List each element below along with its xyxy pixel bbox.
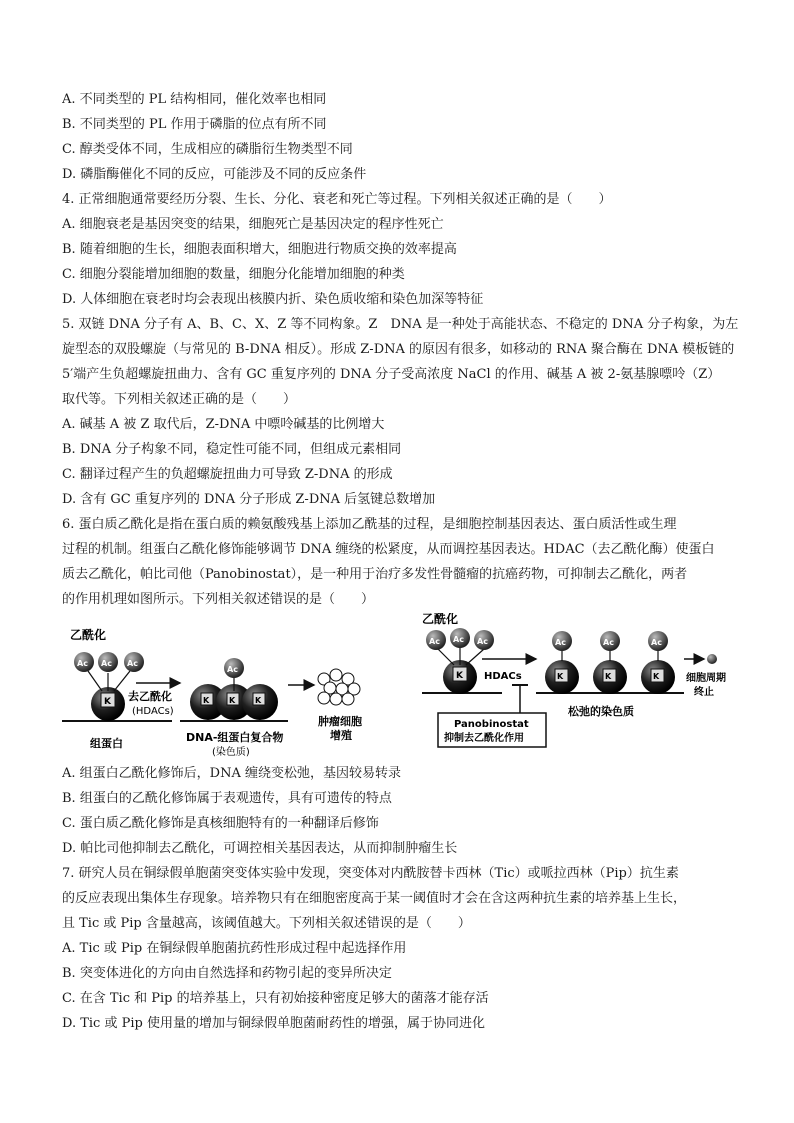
q6-option-b: B. 组蛋白的乙酰化修饰属于表观遗传，具有可遗传的特点 bbox=[62, 791, 392, 806]
q3-option-c: C. 醇类受体不同，生成相应的磷脂衍生物类型不同 bbox=[62, 142, 353, 157]
q6-option-d: D. 帕比司他抑制去乙酰化，可调控相关基因表达，从而抑制肿瘤生长 bbox=[62, 841, 458, 856]
q5-option-d: D. 含有 GC 重复序列的 DNA 分子形成 Z-DNA 后氢键总数增加 bbox=[62, 492, 436, 507]
q4-option-b: B. 随着细胞的生长，细胞表面积增大，细胞进行物质交换的效率提高 bbox=[62, 242, 457, 257]
svg-text:Ac: Ac bbox=[227, 665, 238, 674]
hdacs-label-right: HDACs bbox=[484, 671, 522, 682]
q5-stem-line1: 5. 双链 DNA 分子有 A、B、C、X、Z 等不同构象。Z DNA 是一种处于高能状态、不稳定的 DNA 分子构象，为左 bbox=[62, 317, 738, 332]
histone-label: 组蛋白 bbox=[90, 737, 123, 750]
svg-text:Ac: Ac bbox=[429, 637, 440, 646]
svg-text:Ac: Ac bbox=[651, 638, 662, 647]
complex-label: DNA-组蛋白复合物 bbox=[186, 731, 284, 744]
q5-stem-line2: 旋型态的双股螺旋（与常见的 B-DNA 相反）。形成 Z-DNA 的原因有很多，如移动的 RNA 聚合酶在 DNA 模板链的 bbox=[62, 342, 735, 357]
q7-stem-line2: 的反应表现出集体生存现象。培养物只有在细胞密度高于某一阈值时才会在含这两种抗生素的培养基上生长， bbox=[62, 891, 687, 906]
q6-stem-line3: 质去乙酰化，帕比司他（Panobinostat），是一种用于治疗多发性骨髓瘤的抗癌药物，可抑制去乙酰化，两者 bbox=[62, 567, 688, 582]
inhibit-label: 抑制去乙酰化作用 bbox=[444, 733, 524, 744]
dna-histone-complex bbox=[180, 658, 288, 721]
q6-stem-line4: 的作用机理如图所示。下列相关叙述错误的是（ ） bbox=[62, 592, 375, 607]
q7-option-c: C. 在含 Tic 和 Pip 的培养基上，只有初始接种密度足够大的菌落才能存活 bbox=[62, 991, 489, 1006]
tumor-label-line1: 肿瘤细胞 bbox=[318, 715, 362, 728]
svg-text:Ac: Ac bbox=[77, 659, 88, 668]
svg-text:Ac: Ac bbox=[101, 659, 112, 668]
q7-stem-line3: 且 Tic 或 Pip 含量越高，该阈值越大。下列相关叙述错误的是（ ） bbox=[62, 916, 471, 931]
complex-sublabel: (染色质) bbox=[212, 747, 250, 758]
loose-chromatin bbox=[536, 631, 684, 694]
right-acetylation-label: 乙酰化 bbox=[422, 613, 459, 626]
arrest-label-line1: 细胞周期 bbox=[686, 673, 726, 684]
q6-stem-line1: 6. 蛋白质乙酰化是指在蛋白质的赖氨酸残基上添加乙酰基的过程，是细胞控制基因表达、蛋白质活性或生理 bbox=[62, 517, 677, 532]
q4-option-d: D. 人体细胞在衰老时均会表现出核膜内折、染色质收缩和染色加深等特征 bbox=[62, 292, 484, 307]
q5-option-b: B. DNA 分子构象不同，稳定性可能不同，但组成元素相同 bbox=[62, 442, 402, 457]
svg-text:K: K bbox=[203, 696, 210, 705]
tumor-cell-cluster bbox=[318, 669, 360, 705]
svg-text:K: K bbox=[653, 672, 660, 681]
q4-option-a: A. 细胞衰老是基因突变的结果，细胞死亡是基因决定的程序性死亡 bbox=[62, 217, 444, 232]
svg-text:Ac: Ac bbox=[555, 638, 566, 647]
figure-svg bbox=[62, 613, 738, 761]
svg-text:K: K bbox=[557, 672, 564, 681]
svg-text:K: K bbox=[605, 672, 612, 681]
q6-option-c: C. 蛋白质乙酰化修饰是真核细胞特有的一种翻译后修饰 bbox=[62, 816, 379, 831]
svg-text:K: K bbox=[255, 696, 262, 705]
lysine-label: K bbox=[104, 697, 111, 707]
svg-text:K: K bbox=[229, 696, 236, 705]
panobinostat-label: Panobinostat bbox=[454, 719, 529, 730]
svg-text:Ac: Ac bbox=[127, 659, 138, 668]
q7-option-d: D. Tic 或 Pip 使用量的增加与铜绿假单胞菌耐药性的增强，属于协同进化 bbox=[62, 1016, 485, 1031]
q5-stem-line4: 取代等。下列相关叙述正确的是（ ） bbox=[62, 392, 297, 407]
svg-text:Ac: Ac bbox=[477, 637, 488, 646]
q7-stem-line1: 7. 研究人员在铜绿假单胞菌突变体实验中发现，突变体对内酰胺替卡西林（Tic）或哌拉西林（Pip）抗生素 bbox=[62, 866, 679, 881]
tumor-label-line2: 增殖 bbox=[330, 729, 352, 742]
left-panel bbox=[62, 627, 362, 758]
right-panel bbox=[422, 613, 726, 747]
loose-chromatin-label: 松弛的染色质 bbox=[568, 705, 634, 718]
q5-option-c: C. 翻译过程产生的负超螺旋扭曲力可导致 Z-DNA 的形成 bbox=[62, 467, 393, 482]
histone-acetylated-right bbox=[422, 628, 502, 694]
deacetylation-label: 去乙酰化 bbox=[128, 690, 172, 703]
svg-text:Ac: Ac bbox=[453, 635, 464, 644]
q3-option-b: B. 不同类型的 PL 作用于磷脂的位点有所不同 bbox=[62, 117, 327, 132]
hdacs-label-left: (HDACs) bbox=[132, 706, 174, 717]
q7-option-b: B. 突变体进化的方向由自然选择和药物引起的变异所决定 bbox=[62, 966, 392, 981]
q3-option-d: D. 磷脂酶催化不同的反应，可能涉及不同的反应条件 bbox=[62, 167, 367, 182]
q3-option-a: A. 不同类型的 PL 结构相同，催化效率也相同 bbox=[62, 92, 327, 107]
left-acetylation-label: 乙酰化 bbox=[70, 628, 107, 642]
q6-stem-line2: 过程的机制。组蛋白乙酰化修饰能够调节 DNA 缠绕的松紧度，从而调控基因表达。HDAC（去乙酰化酶）使蛋白 bbox=[62, 542, 715, 557]
histone-acetylation-figure bbox=[62, 613, 738, 761]
q7-option-a: A. Tic 或 Pip 在铜绿假单胞菌抗药性形成过程中起选择作用 bbox=[62, 941, 407, 956]
q6-option-a: A. 组蛋白乙酰化修饰后，DNA 缠绕变松弛，基因较易转录 bbox=[62, 766, 401, 781]
q5-stem-line3: 5′端产生负超螺旋扭曲力、含有 GC 重复序列的 DNA 分子受高浓度 NaCl 的作用、碱基 A 被 2-氨基腺嘌呤（Z） bbox=[62, 367, 721, 382]
arrested-cell bbox=[707, 654, 717, 664]
svg-text:K: K bbox=[456, 671, 463, 681]
q5-option-a: A. 碱基 A 被 Z 取代后，Z-DNA 中嘌呤碱基的比例增大 bbox=[62, 417, 385, 432]
q4-stem: 4. 正常细胞通常要经历分裂、生长、分化、衰老和死亡等过程。下列相关叙述正确的是（ ） bbox=[62, 192, 612, 207]
svg-text:Ac: Ac bbox=[603, 638, 614, 647]
q4-option-c: C. 细胞分裂能增加细胞的数量，细胞分化能增加细胞的种类 bbox=[62, 267, 405, 282]
arrest-label-line2: 终止 bbox=[694, 687, 714, 698]
